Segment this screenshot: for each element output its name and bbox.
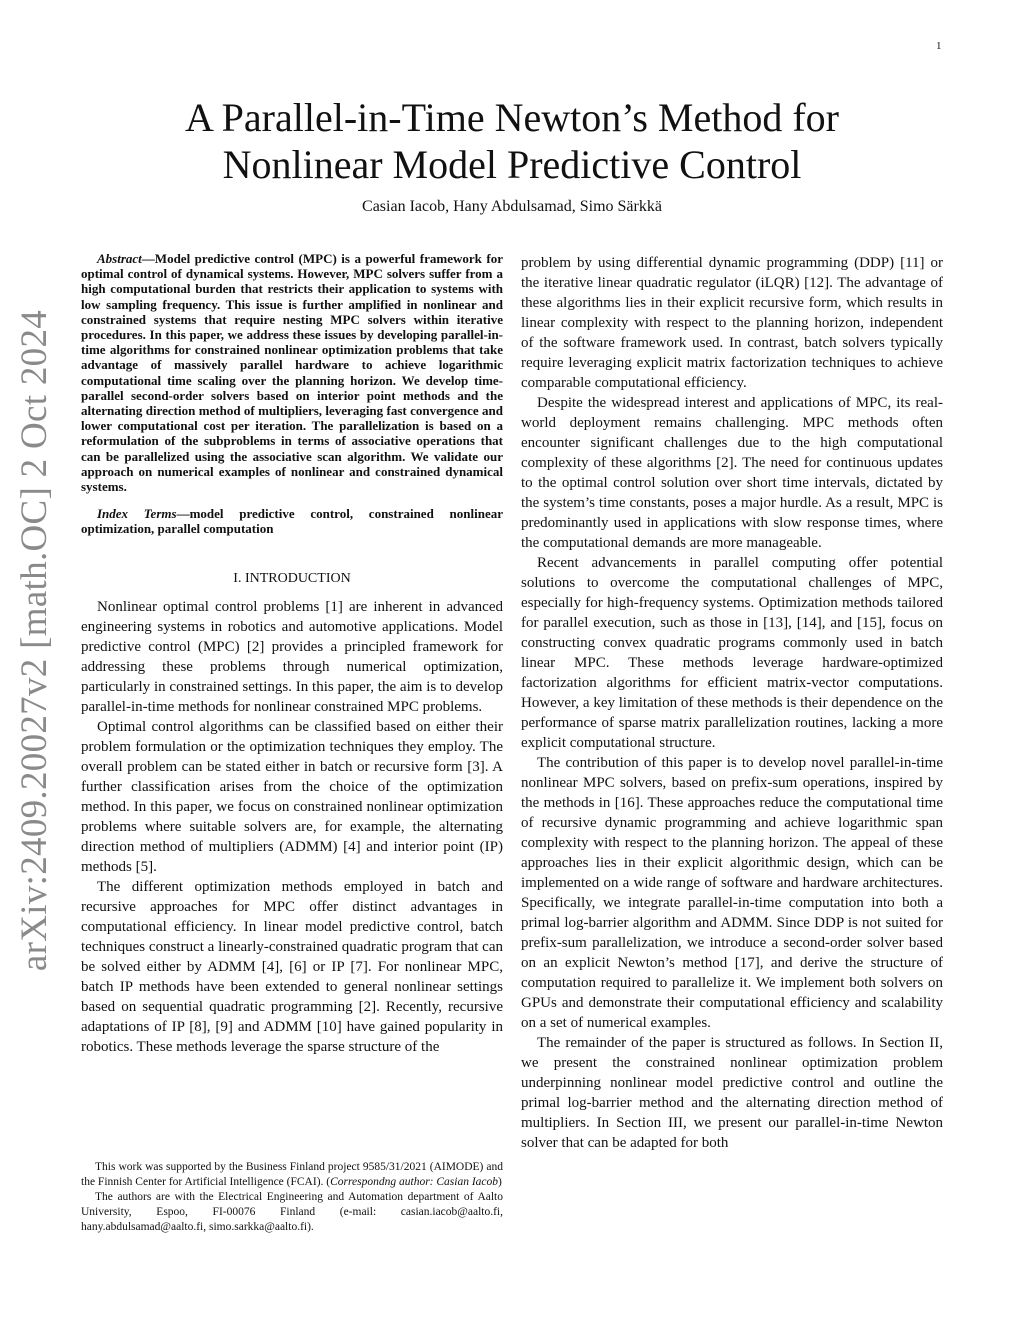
footnote-affiliation: The authors are with the Electrical Engineering and Automation department of Aalto University, Espoo, FI-00076 Finland (e-mail: casian.iacob@aalto.fi, hany.abdulsamad@aalto.fi, simo.sarkka@aalto.fi).: [81, 1191, 503, 1233]
intro-paragraph: Despite the widespread interest and applications of MPC, its real-world deployment remains challenging. MPC methods often encounter significant challenges due to the high computational complexity of these algorithms [2]. The need for continuous updates to the optimal control solution over short time intervals, dictated by the system’s time constants, poses a major hurdle. As a result, MPC is predominantly used in applications with slow response times, where the computational demands are more manageable.: [521, 395, 943, 551]
abstract-lead: Abstract: [97, 251, 142, 266]
left-column: [81, 251, 503, 1057]
page-number: 1: [936, 40, 942, 52]
index-terms-text: —model predictive control, constrained nonlinear optimization, parallel computation: [81, 506, 504, 537]
title-line-2: Nonlinear Model Predictive Control: [222, 142, 802, 187]
footnote-funding-text: This work was supported by the Business Finland project 9585/31/2021 (AIMODE) and the Finnish Center for Artificial Intelligence (FCAI). (: [81, 1161, 503, 1188]
authors: Casian Iacob, Hany Abdulsamad, Simo Särkkä: [362, 198, 662, 215]
intro-paragraph: Nonlinear optimal control problems [1] are inherent in advanced engineering systems in robotics and automotive applications. Model predictive control (MPC) [2] provides a principled framework for addressing these problems through numerical optimization, particularly in constrained settings. In this paper, the aim is to develop parallel-in-time methods for nonlinear constrained MPC problems.: [81, 598, 503, 715]
abstract-text: —Model predictive control (MPC) is a powerful framework for optimal control of dynamical systems. However, MPC solvers suffer from a high computational burden that restricts their application to systems with low sampling frequency. This issue is further amplified in nonlinear and constrained systems that require nesting MPC solvers within iterative procedures. In this paper, we address these issues by developing parallel-in-time algorithms for constrained nonlinear optimization problems that take advantage of massively parallel hardware to achieve logarithmic computational time scaling over the planning horizon. We develop time-parallel second-order solvers based on interior point methods and the alternating direction method of multipliers, leveraging fast convergence and lower computational cost per iteration. The parallelization is based on a reformulation of the subproblems in terms of associative operations that can be parallelized using the associative scan algorithm. We validate our approach on numerical examples of nonlinear and constrained dynamical systems.: [81, 251, 503, 495]
section-heading: I. INTRODUCTION: [233, 570, 351, 586]
arxiv-stamp-text: arXiv:2409.20027v2 [math.OC] 2 Oct 2024: [14, 309, 56, 971]
index-terms: [81, 506, 503, 536]
footnote-funding: [81, 1160, 503, 1190]
abstract: [81, 251, 503, 494]
index-terms-lead: Index Terms: [97, 506, 177, 522]
intro-paragraph: problem by using differential dynamic programming (DDP) [11] or the iterative linear quadratic regulator (iLQR) [12]. The advantage of these algorithms lies in their explicit recursive form, which results in linear complexity with respect to the planning horizon, independent of the software framework used. In contrast, batch solvers typically require leveraging explicit matrix factorization techniques to achieve comparable computational efficiency.: [521, 255, 943, 391]
footnotes: [81, 1160, 503, 1235]
intro-paragraph: The different optimization methods employed in batch and recursive approaches for MPC offer distinct advantages in computational efficiency. In linear model predictive control, batch techniques construct a linearly-constrained quadratic program that can be solved either by ADMM [4], [6] or IP [7]. For nonlinear MPC, batch IP methods have been extended to general nonlinear settings based on sequential quadratic programming [2]. Recently, recursive adaptations of IP [8], [9] and ADMM [10] have gained popularity in robotics. These methods leverage the sparse structure of the: [81, 878, 503, 1055]
footnote-corresponding: Correspondng author: Casian Iacob: [330, 1176, 499, 1188]
title-line-1: A Parallel-in-Time Newton’s Method for: [184, 95, 839, 140]
footnote-funding-end: ): [498, 1176, 502, 1188]
intro-paragraph: The contribution of this paper is to develop novel parallel-in-time nonlinear MPC solvers, based on prefix-sum operations, inspired by the methods in [16]. These approaches reduce the computational time of recursive dynamic programming and achieve logarithmic span complexity with respect to the planning horizon. The appeal of these approaches lies in their explicit algorithmic design, which can be implemented on a wide range of software and hardware architectures. Specifically, we integrate parallel-in-time computation into both a primal log-barrier algorithm and ADMM. Since DDP is not suited for prefix-sum parallelization, we introduce a second-order solver based on an explicit Newton’s method [17], and derive the structure of computation required to parallelize it. We implement both solvers on GPUs and demonstrate their computational efficiency and scalability on a set of numerical examples.: [521, 755, 943, 1031]
intro-paragraph: Recent advancements in parallel computing offer potential solutions to overcome the computational challenges of MPC, especially for high-frequency systems. Optimization methods tailored for parallel execution, such as those in [13], [14], and [15], focus on constructing convex quadratic programs commonly used in batch linear MPC. These methods leverage hardware-optimized factorization algorithms for efficient matrix-vector computations. However, a key limitation of these methods is their dependence on the performance of sparse matrix parallelization routines, lacking a more explicit computational structure.: [521, 555, 943, 751]
arxiv-stamp: [10, 309, 60, 971]
intro-paragraph: Optimal control algorithms can be classified based on either their problem formulation or the optimization techniques they employ. The overall problem can be stated either in batch or recursive form [3]. A further classification arises from the choice of the optimization method. In this paper, we focus on constrained nonlinear optimization problems where suitable solvers are, for example, the alternating direction method of multipliers (ADMM) [4] and interior point (IP) methods [5].: [81, 718, 503, 875]
paper-title: [0, 94, 1024, 188]
right-column: [521, 253, 943, 1153]
intro-paragraph: The remainder of the paper is structured as follows. In Section II, we present the constrained nonlinear optimization problem underpinning nonlinear model predictive control and outline the primal log-barrier method and the alternating direction method of multipliers. In Section III, we present our parallel-in-time Newton solver that can be adapted for both: [521, 1035, 943, 1151]
